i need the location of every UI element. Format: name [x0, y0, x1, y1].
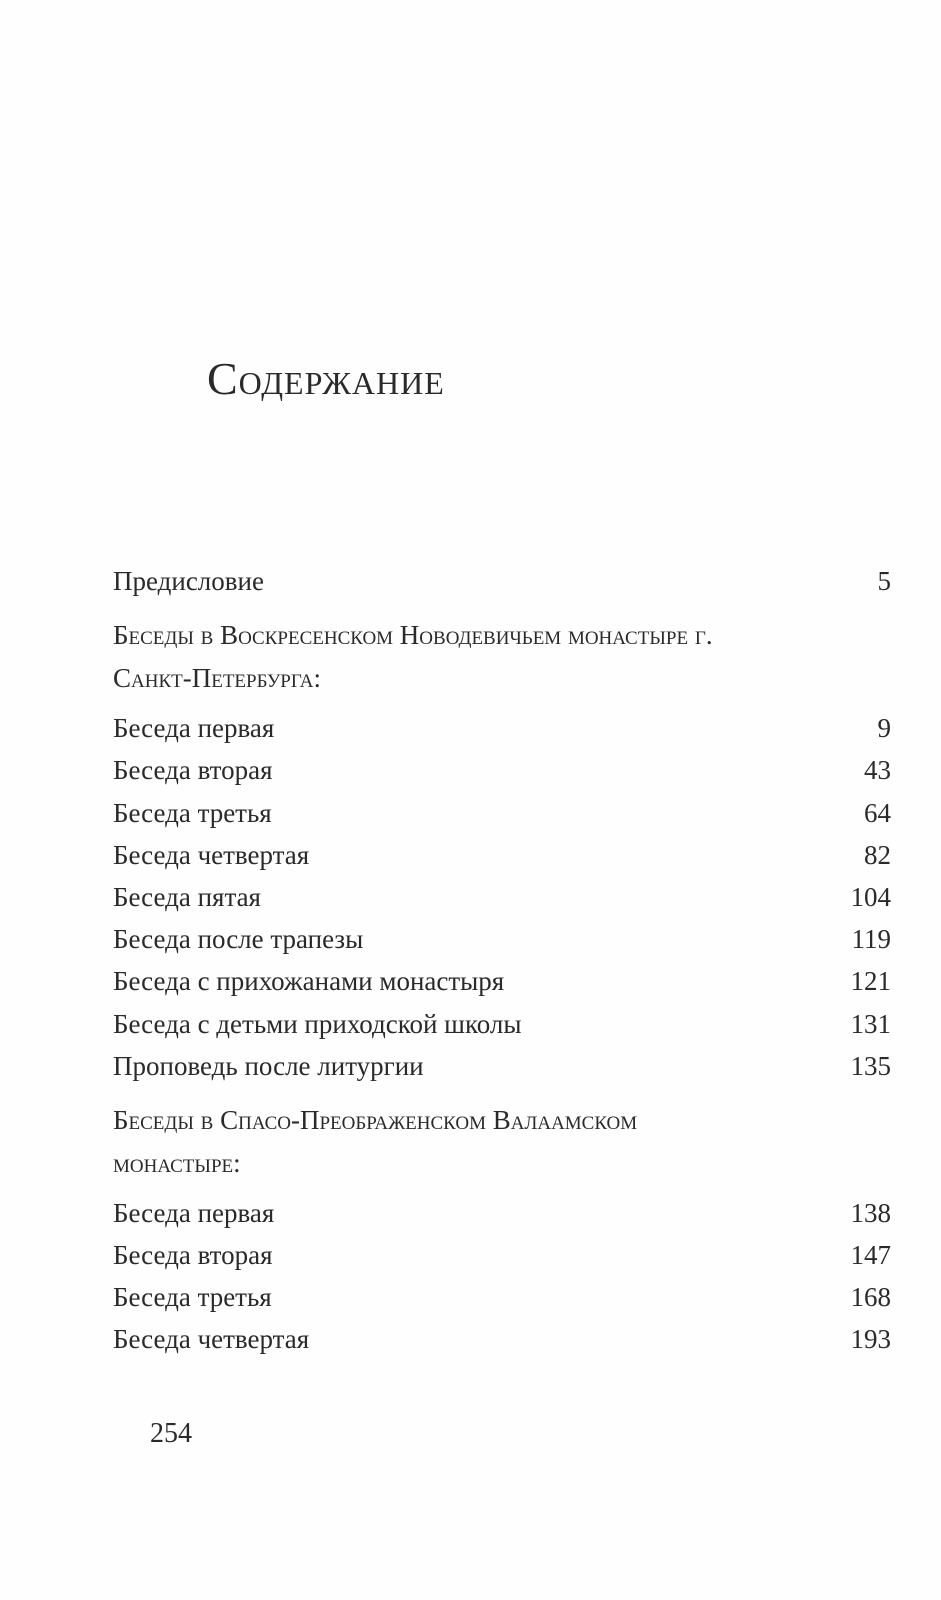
page-title: Содержание [207, 353, 445, 404]
toc-entry [113, 1234, 891, 1276]
toc-entry [113, 1045, 891, 1087]
toc-entry-label: Беседа третья [113, 797, 272, 828]
toc-entry [113, 792, 891, 834]
toc-entry-label: Беседа после трапезы [113, 924, 364, 955]
toc-entry [113, 834, 891, 876]
toc-entry-label: Беседа вторая [113, 1240, 273, 1271]
toc-entry-page: 64 [864, 797, 891, 828]
toc-entry-label: Беседа первая [113, 1197, 275, 1228]
toc-entry [113, 918, 891, 960]
toc-entry [113, 749, 891, 791]
toc-entry-label: Проповедь после литургии [113, 1050, 424, 1081]
toc-entry-page: 147 [850, 1240, 891, 1271]
toc-entry [113, 1192, 891, 1234]
toc-entry-page: 168 [850, 1282, 891, 1313]
toc-entry [113, 1003, 891, 1045]
toc-entry-label: Беседа пятая [113, 881, 261, 912]
toc-entry-page: 104 [850, 881, 891, 912]
toc-entry-page: 121 [850, 966, 891, 997]
toc-entry-label: Беседа четвертая [113, 1324, 310, 1355]
toc-entry-label: Беседа четвертая [113, 839, 310, 870]
toc-entry-page: 193 [850, 1324, 891, 1355]
toc-entry [113, 876, 891, 918]
toc-entry-label: Беседа третья [113, 1282, 272, 1313]
toc-entry-label: Предисловие [113, 566, 264, 596]
toc-section-heading: Беседы в Спасо-Преображенском Валаамском монастыре: [113, 1104, 638, 1178]
toc-entry-page: 82 [864, 839, 891, 870]
toc-entry-page: 138 [850, 1197, 891, 1228]
toc-section-heading: Беседы в Воскресенском Новодевичьем монастыре г. Санкт-Петербурга: [113, 620, 713, 694]
toc-entry-page: 135 [850, 1050, 891, 1081]
toc-entry [113, 1318, 891, 1360]
toc-entry [113, 1276, 891, 1318]
toc-entry-page: 9 [877, 713, 891, 744]
toc-entry-label: Беседа вторая [113, 755, 273, 786]
toc-entry [113, 707, 891, 749]
toc-entry-preface [113, 560, 891, 602]
toc-entry-label: Беседа с прихожанами монастыря [113, 966, 505, 997]
page-number: 254 [150, 1418, 192, 1449]
toc-entry-page: 5 [877, 566, 891, 596]
table-of-contents [113, 560, 891, 1361]
toc-entry-label: Беседа первая [113, 713, 275, 744]
toc-entry-label: Беседа с детьми приходской школы [113, 1008, 522, 1039]
toc-entry-page: 131 [850, 1008, 891, 1039]
toc-entry-page: 119 [851, 924, 891, 955]
toc-entry [113, 960, 891, 1002]
toc-entry-page: 43 [864, 755, 891, 786]
